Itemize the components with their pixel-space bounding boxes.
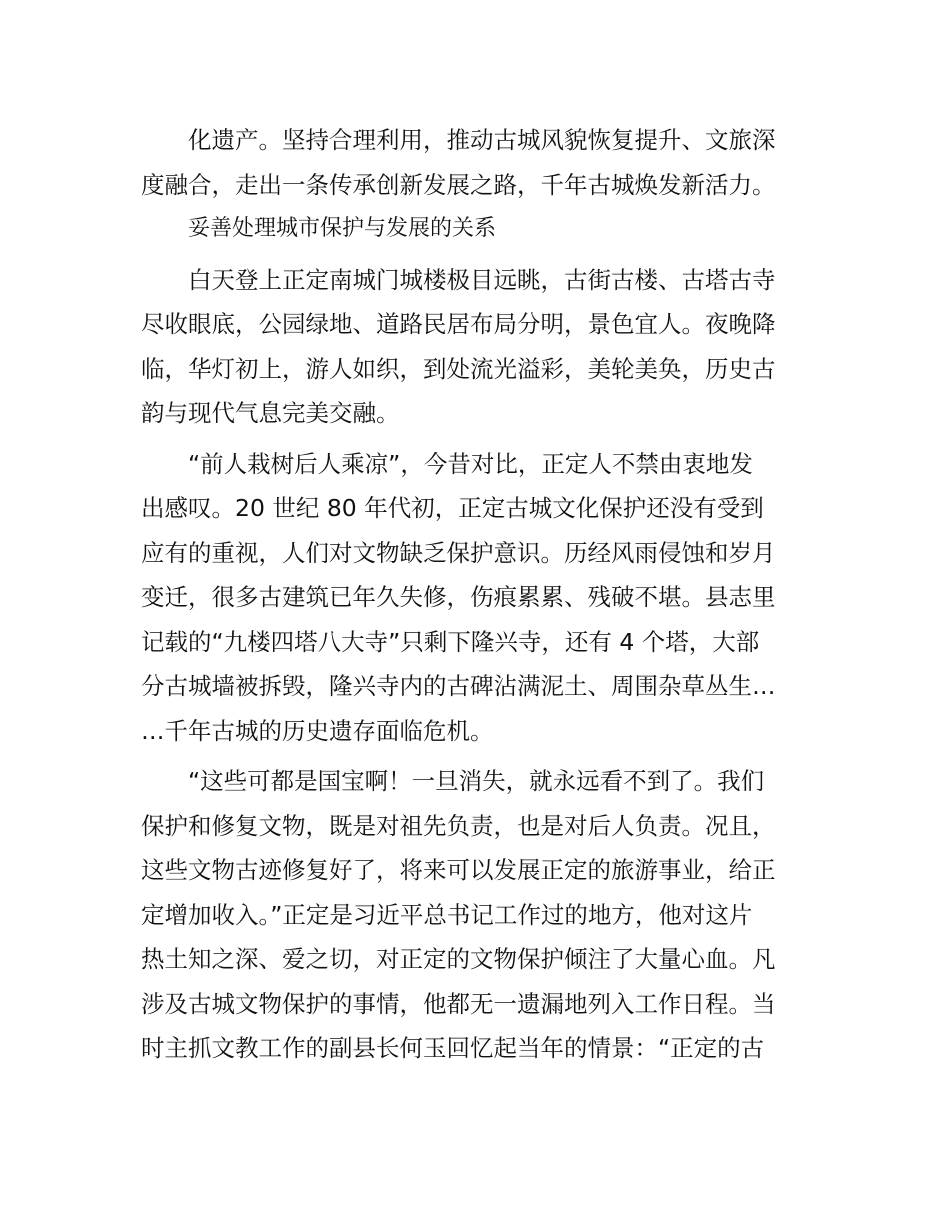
text-line: “这些可都是国宝啊！一旦消失，就永远看不到了。我们 bbox=[188, 767, 765, 795]
section-heading bbox=[141, 207, 811, 252]
text-line: 定增加收入。”正定是习近平总书记工作过的地方，他对这片 bbox=[141, 900, 753, 929]
text-line: 出感叹。20 世纪 80 年代初，正定古城文化保护还没有受到 bbox=[141, 494, 764, 522]
article-body bbox=[141, 118, 811, 1071]
text-line: 分古城墙被拆毁，隆兴寺内的古碑沾满泥土、周围杂草丛生… bbox=[141, 672, 776, 700]
paragraph-continuation bbox=[141, 118, 811, 207]
text-line: 保护和修复文物，既是对祖先负责，也是对后人负责。况且， bbox=[141, 811, 776, 840]
text-line: 热土知之深、爱之切，对正定的文物保护倾注了大量心血。凡 bbox=[141, 945, 776, 973]
text-line: 尽收眼底，公园绿地、道路民居布局分明，景色宜人。夜晚降 bbox=[141, 310, 776, 338]
text-line: 韵与现代气息完美交融。 bbox=[141, 399, 400, 427]
heading-text: 妥善处理城市保护与发展的关系 bbox=[188, 216, 497, 241]
text-line: “前人栽树后人乘凉”，今昔对比，正定人不禁由衷地发 bbox=[188, 449, 753, 478]
text-line: …千年古城的历史遗存面临危机。 bbox=[141, 716, 494, 745]
text-line: 白天登上正定南城门城楼极目远眺，古街古楼、古塔古寺 bbox=[188, 265, 776, 294]
paragraph bbox=[141, 442, 811, 754]
text-line: 度融合，走出一条传承创新发展之路，千年古城焕发新活力。 bbox=[141, 170, 776, 199]
text-line: 临，华灯初上，游人如织，到处流光溢彩，美轮美奂，历史古 bbox=[141, 354, 776, 383]
paragraph bbox=[141, 759, 811, 1071]
text-line: 涉及古城文物保护的事情，他都无一遗漏地列入工作日程。当 bbox=[141, 989, 776, 1018]
text-line: 这些文物古迹修复好了，将来可以发展正定的旅游事业，给正 bbox=[141, 856, 776, 884]
text-line: 应有的重视，人们对文物缺乏保护意识。历经风雨侵蚀和岁月 bbox=[141, 538, 776, 567]
text-line: 变迁，很多古建筑已年久失修，伤痕累累、残破不堪。县志里 bbox=[141, 583, 776, 611]
paragraph bbox=[141, 258, 811, 436]
text-line: 时主抓文教工作的副县长何玉回忆起当年的情景：“正定的古 bbox=[141, 1034, 765, 1062]
text-line: 化遗产。坚持合理利用，推动古城风貌恢复提升、文旅深 bbox=[188, 126, 776, 154]
text-line: 记载的“九楼四塔八大寺”只剩下隆兴寺，还有 4 个塔，大部 bbox=[141, 627, 760, 656]
